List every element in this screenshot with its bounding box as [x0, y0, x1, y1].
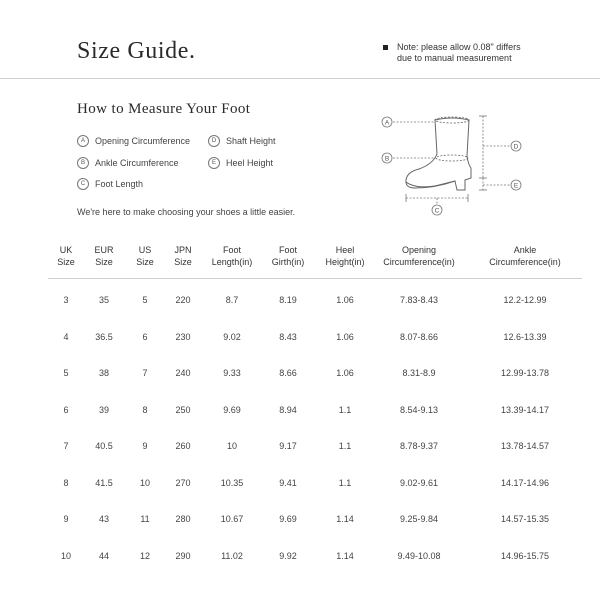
cell-jpn: 220 [175, 295, 191, 305]
cell-eur: 43 [98, 514, 110, 524]
cell-foot-length: 8.7 [225, 295, 239, 305]
cell-uk: 9 [63, 514, 69, 524]
cell-foot-girth: 8.43 [279, 331, 297, 342]
cell-ankle-circumference: 14.17-14.96 [500, 477, 550, 488]
cell-heel-height: 1.1 [338, 477, 352, 488]
cell-heel-height: 1.06 [336, 295, 354, 305]
cell-jpn: 240 [175, 368, 191, 378]
cell-jpn: 290 [175, 550, 191, 561]
table-row [0, 368, 600, 382]
cell-uk: 5 [63, 368, 69, 378]
header-eur-size: EUR Size [94, 245, 114, 267]
label-a-text: A [384, 119, 390, 127]
cell-jpn: 250 [175, 404, 191, 415]
cell-opening-circumference: 7.83-8.43 [399, 295, 439, 305]
label-b-text: B [384, 155, 390, 163]
cell-foot-length: 11.02 [221, 550, 243, 561]
key-label: Heel Height [226, 158, 274, 168]
cell-ankle-circumference: 14.57-15.35 [500, 514, 550, 524]
key-label: Ankle Circumference [95, 158, 179, 168]
cell-uk: 3 [63, 295, 69, 305]
page-title: Size Guide. [77, 38, 196, 64]
cell-foot-girth: 8.94 [279, 404, 297, 415]
header-jpn-size: JPN Size [174, 245, 192, 267]
cell-eur: 38 [98, 368, 110, 378]
header-divider [0, 78, 600, 79]
label-c-icon [432, 205, 442, 215]
key-label: Opening Circumference [95, 136, 191, 146]
cell-us: 5 [142, 295, 148, 305]
cell-foot-girth: 8.66 [279, 368, 297, 378]
cell-ankle-circumference: 13.39-14.17 [500, 404, 550, 415]
cell-us: 6 [142, 331, 148, 342]
cell-foot-girth: 9.41 [279, 477, 297, 488]
cell-uk: 7 [63, 441, 69, 451]
cell-ankle-circumference: 12.6-13.39 [503, 331, 547, 342]
letter-a-icon: A [77, 135, 89, 147]
header-ankle-circumference: Ankle Circumference(in) [489, 245, 561, 267]
cell-foot-length: 9.02 [223, 331, 241, 342]
label-b-icon [382, 153, 392, 163]
cell-jpn: 280 [175, 514, 191, 524]
letter-e-icon: E [208, 157, 220, 169]
cell-foot-length: 10.35 [220, 477, 244, 488]
cell-eur: 35 [98, 295, 110, 305]
key-opening-circumference [77, 135, 190, 147]
cell-heel-height: 1.14 [336, 514, 354, 524]
header-heel-height: Heel Height(in) [325, 245, 365, 267]
key-heel-height [208, 157, 273, 169]
key-shaft-height [208, 135, 276, 147]
table-row [0, 551, 600, 565]
header-uk-size: UK Size [57, 245, 75, 267]
cell-foot-length: 10.67 [220, 514, 244, 524]
header-us-size: US Size [136, 245, 154, 267]
cell-us: 8 [142, 404, 148, 415]
boot-outline [406, 118, 471, 190]
cell-foot-girth: 8.19 [279, 295, 297, 305]
cell-foot-length: 9.69 [223, 404, 241, 415]
cell-opening-circumference: 9.25-9.84 [399, 514, 439, 524]
cell-opening-circumference: 9.49-10.08 [397, 550, 441, 561]
cell-foot-girth: 9.69 [279, 514, 297, 524]
cell-heel-height: 1.1 [338, 404, 352, 415]
cell-heel-height: 1.06 [336, 331, 354, 342]
table-row [0, 514, 600, 528]
cell-eur: 36.5 [95, 331, 113, 342]
label-a-icon [382, 117, 392, 127]
cell-opening-circumference: 8.31-8.9 [402, 368, 436, 378]
cell-ankle-circumference: 13.78-14.57 [500, 441, 550, 451]
cell-uk: 6 [63, 404, 69, 415]
label-d-text: D [513, 143, 519, 151]
cell-eur: 41.5 [95, 477, 113, 488]
key-label: Shaft Height [226, 136, 276, 146]
cell-foot-length: 10 [226, 441, 238, 451]
cell-heel-height: 1.1 [338, 441, 352, 451]
cell-eur: 39 [98, 404, 110, 415]
cell-us: 11 [140, 514, 150, 524]
letter-c-icon: C [77, 178, 89, 190]
cell-us: 9 [142, 441, 148, 451]
cell-jpn: 270 [175, 477, 191, 488]
intro-text: We're here to make choosing your shoes a little easier. [77, 207, 296, 217]
cell-us: 7 [142, 368, 148, 378]
cell-uk: 4 [63, 331, 69, 342]
cell-opening-circumference: 8.78-9.37 [399, 441, 439, 451]
cell-uk: 8 [63, 477, 69, 488]
cell-foot-girth: 9.92 [279, 550, 297, 561]
header-foot-girth: Foot Girth(in) [271, 245, 305, 267]
cell-uk: 10 [60, 550, 72, 561]
size-table-header [0, 244, 600, 274]
cell-eur: 40.5 [95, 441, 113, 451]
cell-opening-circumference: 9.02-9.61 [399, 477, 439, 488]
table-row [0, 332, 600, 346]
cell-us: 12 [139, 550, 151, 561]
cell-ankle-circumference: 14.96-15.75 [500, 550, 550, 561]
cell-foot-length: 9.33 [223, 368, 241, 378]
table-row [0, 405, 600, 419]
table-header-divider [48, 278, 582, 279]
header-opening-circumference: Opening Circumference(in) [383, 245, 455, 267]
letter-b-icon: B [77, 157, 89, 169]
header-foot-length: Foot Length(in) [211, 245, 253, 267]
label-e-icon [511, 180, 521, 190]
cell-jpn: 230 [175, 331, 191, 342]
boot-measurement-diagram [375, 106, 535, 216]
cell-us: 10 [139, 477, 151, 488]
table-row [0, 441, 600, 455]
table-row [0, 478, 600, 492]
cell-eur: 44 [98, 550, 110, 561]
label-c-text: C [434, 207, 440, 215]
note-line-2: due to manual measurement [397, 53, 512, 63]
cell-opening-circumference: 8.54-9.13 [399, 404, 439, 415]
table-row [0, 295, 600, 309]
cell-heel-height: 1.06 [336, 368, 354, 378]
key-ankle-circumference [77, 157, 179, 169]
cell-foot-girth: 9.17 [279, 441, 297, 451]
note-bullet [383, 45, 388, 50]
label-d-icon [511, 141, 521, 151]
cell-heel-height: 1.14 [336, 550, 354, 561]
cell-jpn: 260 [175, 441, 191, 451]
letter-d-icon: D [208, 135, 220, 147]
label-e-text: E [513, 182, 519, 190]
measure-title: How to Measure Your Foot [77, 101, 251, 117]
cell-opening-circumference: 8.07-8.66 [399, 331, 439, 342]
cell-ankle-circumference: 12.99-13.78 [500, 368, 550, 378]
note-line-1: Note: please allow 0.08" differs [397, 42, 521, 52]
key-foot-length [77, 178, 143, 190]
key-label: Foot Length [95, 179, 144, 189]
cell-ankle-circumference: 12.2-12.99 [503, 295, 547, 305]
